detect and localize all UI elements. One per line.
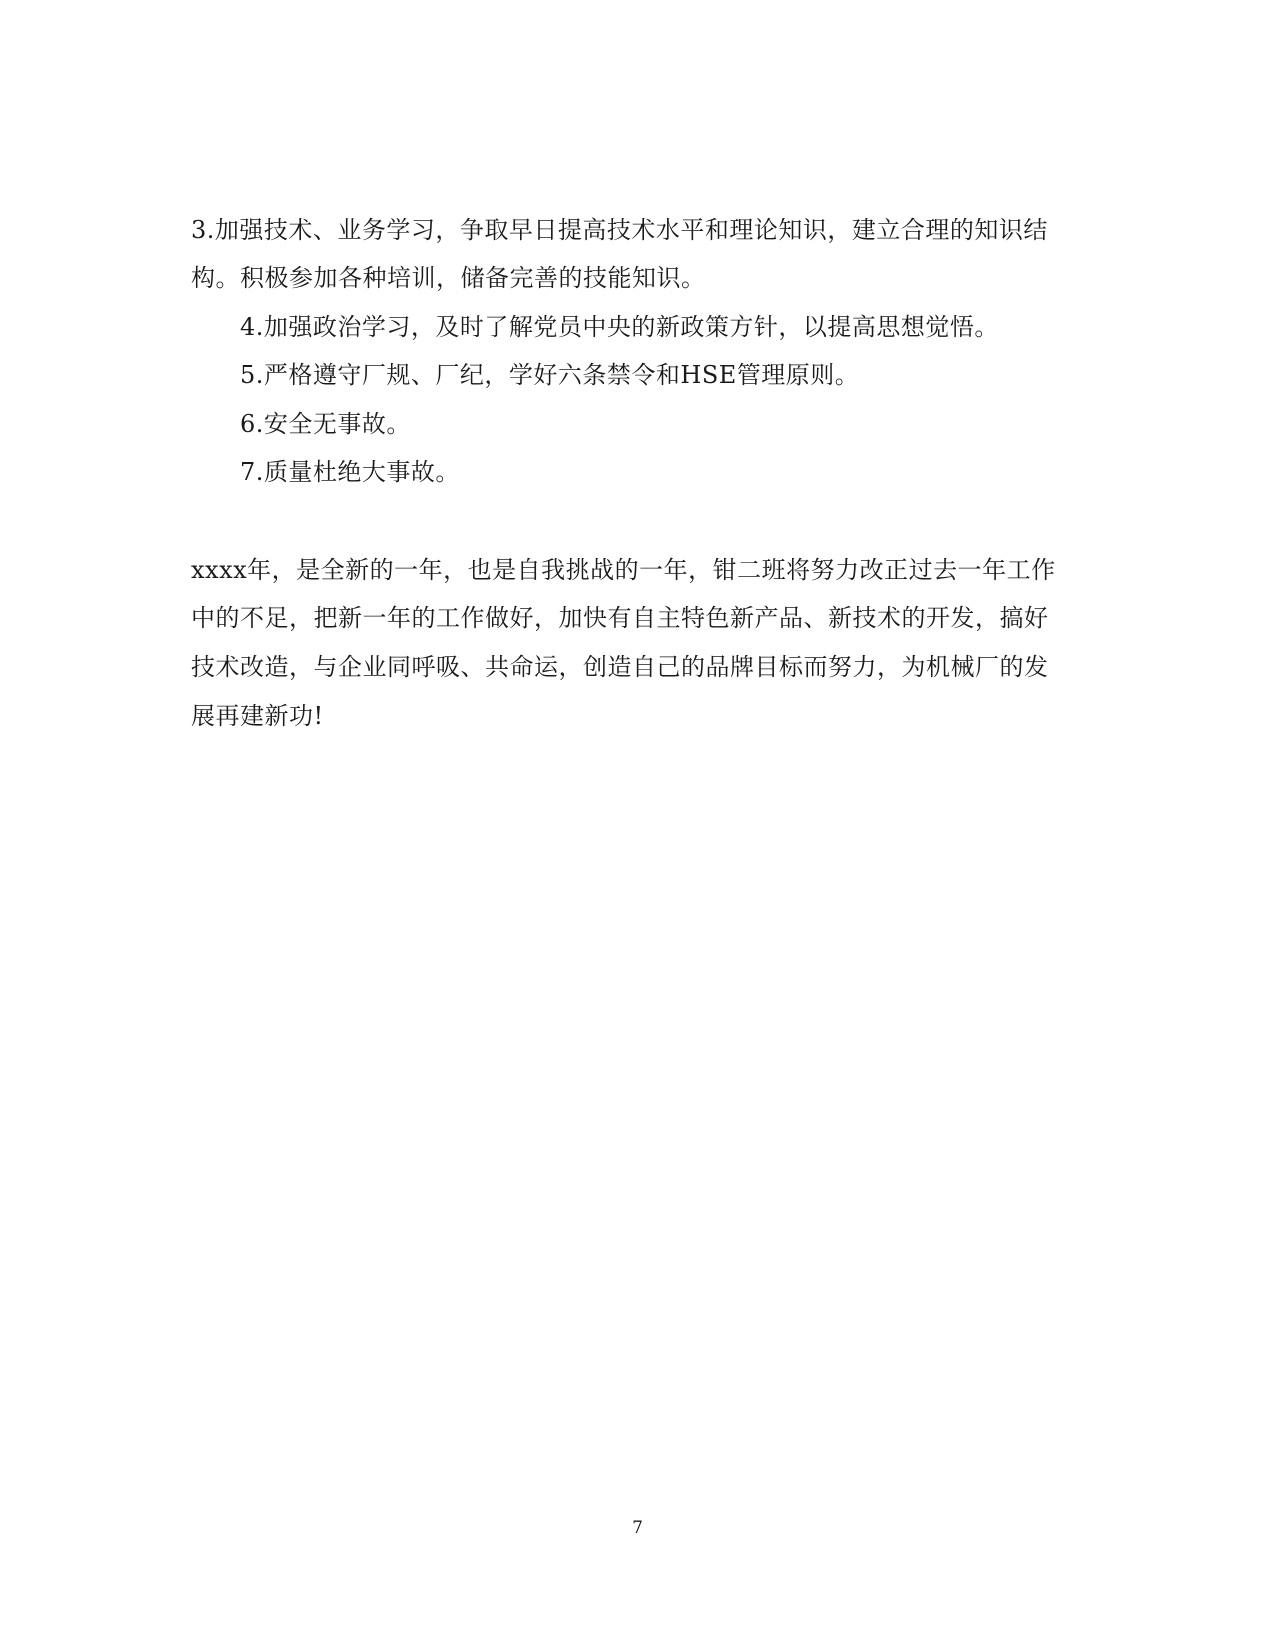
closing-paragraph-line-4: 展再建新功! [191,702,324,730]
item-3-line-1: 3.加强技术、业务学习，争取早日提高技术水平和理论知识，建立合理的知识结 [191,216,1048,244]
closing-paragraph-line-2: 中的不足，把新一年的工作做好，加快有自主特色新产品、新技术的开发，搞好 [191,604,1049,632]
item-5: 5.严格遵守厂规、厂纪，学好六条禁令和HSE管理原则。 [240,361,860,389]
item-7: 7.质量杜绝大事故。 [240,458,460,486]
closing-paragraph-line-3: 技术改造，与企业同呼吸、共命运，创造自己的品牌目标而努力，为机械厂的发 [191,653,1049,681]
item-4: 4.加强政治学习，及时了解党员中央的新政策方针，以提高思想觉悟。 [240,313,999,341]
closing-paragraph-line-1: xxxx年，是全新的一年，也是自我挑战的一年，钳二班将努力改正过去一年工作 [191,556,1056,584]
item-3-line-2: 构。积极参加各种培训，储备完善的技能知识。 [191,264,706,292]
item-6: 6.安全无事故。 [240,410,411,438]
page-number: 7 [632,1518,643,1538]
